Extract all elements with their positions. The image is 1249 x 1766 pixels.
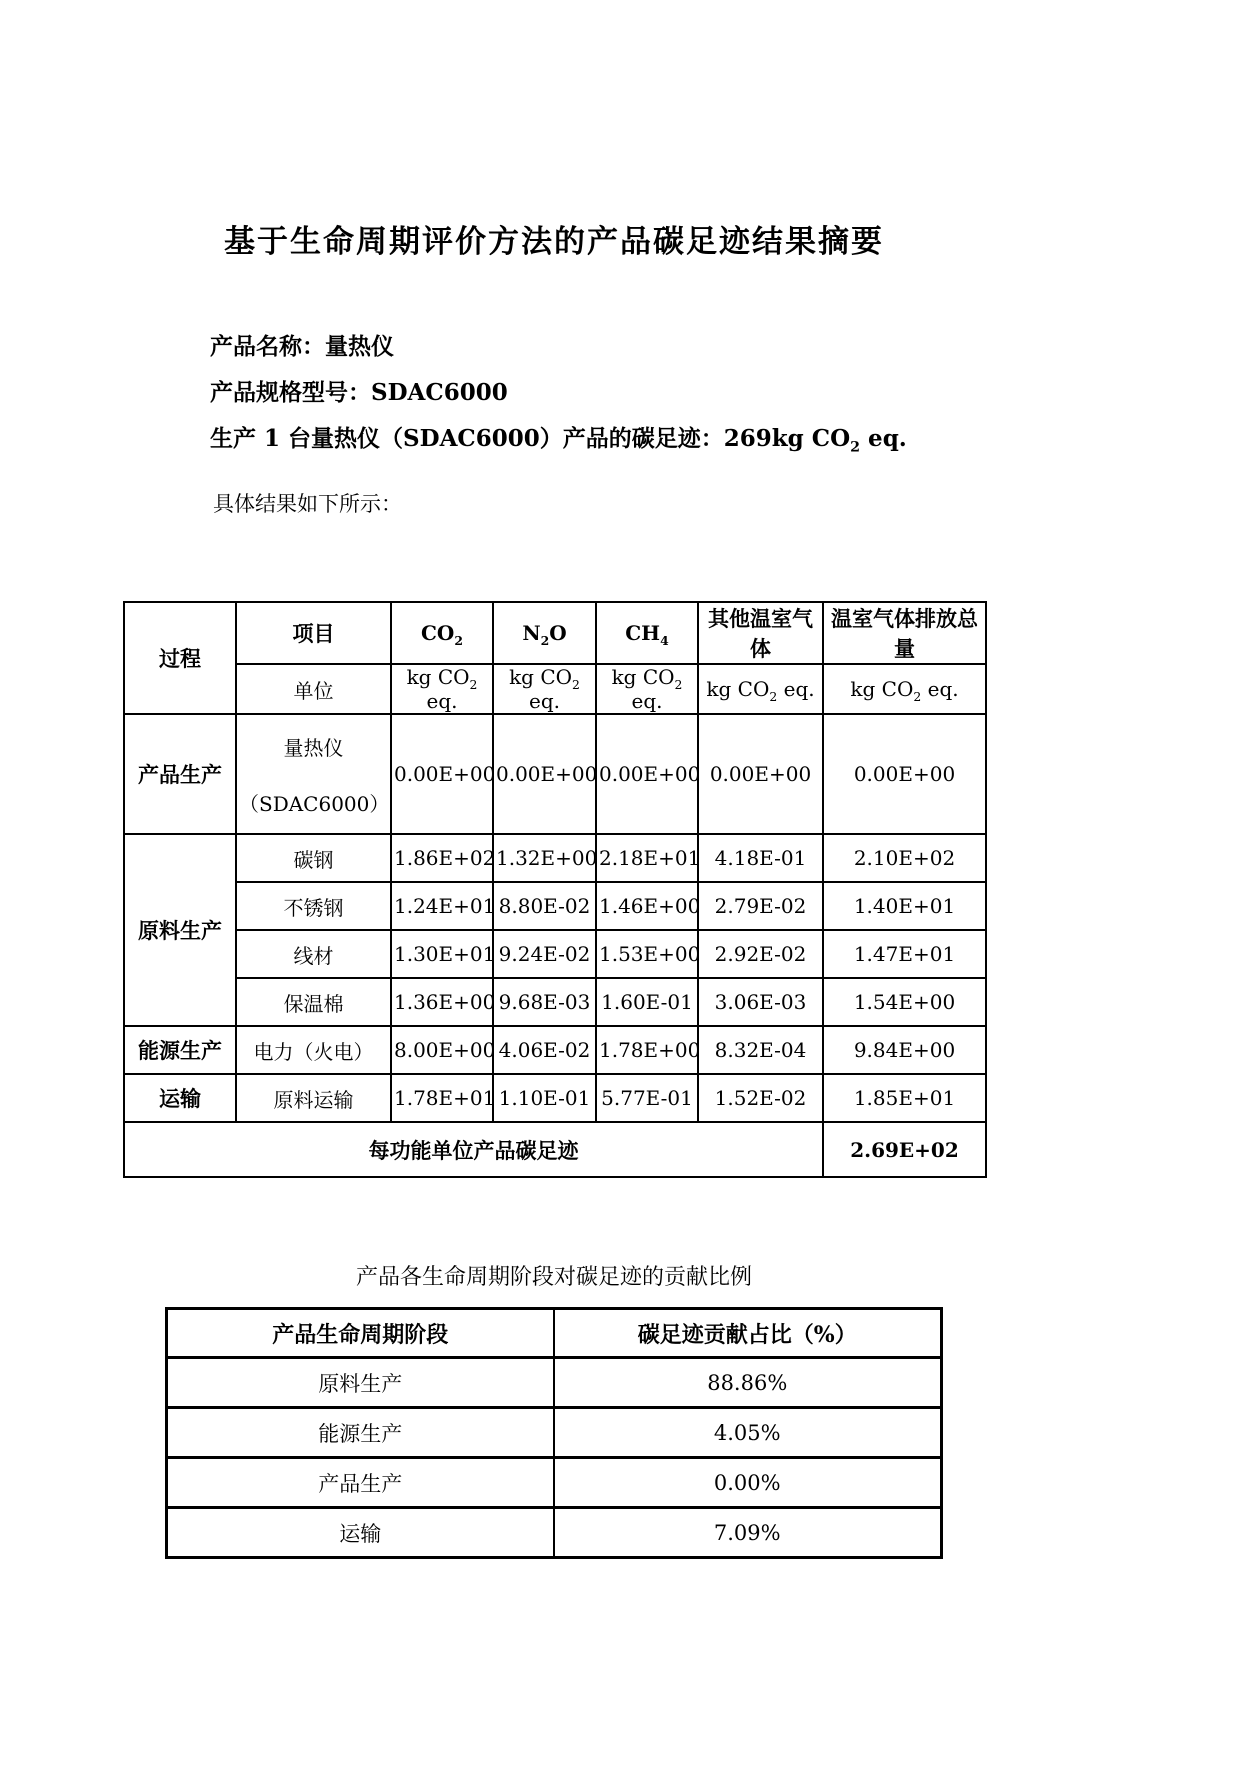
table-row-stainless-steel	[124, 882, 986, 930]
results-intro: 具体结果如下所示：	[213, 492, 402, 516]
header-cell-item: 项目	[236, 602, 391, 664]
product-model-line: 产品规格型号：SDAC6000	[210, 379, 508, 406]
contribution-row-raw-material	[167, 1358, 942, 1408]
value-cell: 1.40E+01	[823, 882, 986, 930]
value-cell: 1.47E+01	[823, 930, 986, 978]
share-column-header: 碳足迹贡献占比（%）	[554, 1309, 942, 1358]
value-cell: 1.78E+01	[391, 1074, 493, 1122]
unit-suffix: eq.	[921, 677, 959, 701]
item-cell	[236, 714, 391, 834]
value-cell: 3.06E-03	[698, 978, 823, 1026]
stage-column-header: 产品生命周期阶段	[167, 1309, 554, 1358]
value-cell: 1.54E+00	[823, 978, 986, 1026]
unit-subscript: 2	[572, 677, 580, 692]
value-cell: 5.77E-01	[596, 1074, 698, 1122]
unit-subscript: 2	[674, 677, 683, 692]
table-row-wire	[124, 930, 986, 978]
footer-label-cell: 每功能单位产品碳足迹	[124, 1122, 823, 1177]
value-cell: 1.10E-01	[493, 1074, 596, 1122]
value-cell: 0.00E+00	[823, 714, 986, 834]
item-cell: 保温棉	[236, 978, 391, 1026]
page-title: 基于生命周期评价方法的产品碳足迹结果摘要	[224, 224, 884, 260]
unit-subscript: 2	[769, 689, 778, 704]
value-cell: 8.32E-04	[698, 1026, 823, 1074]
unit-subscript: 2	[913, 689, 922, 704]
table-footer-row	[124, 1122, 986, 1177]
share-cell: 0.00%	[554, 1458, 942, 1508]
stage-cell: 能源生产	[167, 1408, 554, 1458]
gas-label: N	[522, 621, 541, 645]
product-name-line: 产品名称：量热仪	[210, 333, 394, 360]
contribution-row-product	[167, 1458, 942, 1508]
value-cell: 1.78E+00	[596, 1026, 698, 1074]
header-cell-ch4	[596, 602, 698, 664]
item-line-1: 量热仪	[283, 735, 344, 760]
value-cell: 2.18E+01	[596, 834, 698, 882]
contribution-header-row	[167, 1309, 942, 1358]
process-cell: 运输	[124, 1074, 236, 1122]
value-cell: 2.10E+02	[823, 834, 986, 882]
table-row-transport	[124, 1074, 986, 1122]
value-cell: 1.86E+02	[391, 834, 493, 882]
gas-subscript: 4	[660, 633, 669, 648]
contribution-table-title: 产品各生命周期阶段对碳足迹的贡献比例	[355, 1265, 752, 1290]
header-cell-process: 过程	[124, 602, 236, 714]
contribution-table	[165, 1307, 943, 1559]
item-line-2: （SDAC6000）	[239, 791, 390, 816]
gas-label: CO	[421, 621, 455, 645]
value-cell: 4.06E-02	[493, 1026, 596, 1074]
unit-cell	[823, 664, 986, 714]
unit-text: kg CO	[406, 665, 470, 689]
gas-subscript: 2	[454, 633, 463, 648]
item-cell: 线材	[236, 930, 391, 978]
unit-cell	[493, 664, 596, 714]
unit-suffix: eq.	[529, 689, 560, 713]
share-cell: 4.05%	[554, 1408, 942, 1458]
unit-subscript: 2	[469, 677, 478, 692]
share-cell: 88.86%	[554, 1358, 942, 1408]
value-cell: 1.85E+01	[823, 1074, 986, 1122]
value-cell: 9.24E-02	[493, 930, 596, 978]
value-cell: 0.00E+00	[596, 714, 698, 834]
table-row-carbon-steel	[124, 834, 986, 882]
item-two-line	[239, 718, 388, 830]
value-cell: 0.00E+00	[391, 714, 493, 834]
header-cell-total: 温室气体排放总量	[823, 602, 986, 664]
contribution-row-energy	[167, 1408, 942, 1458]
value-cell: 1.30E+01	[391, 930, 493, 978]
table-row-product-production	[124, 714, 986, 834]
value-cell: 8.00E+00	[391, 1026, 493, 1074]
value-cell: 9.84E+00	[823, 1026, 986, 1074]
value-cell: 0.00E+00	[698, 714, 823, 834]
footprint-text: 生产 1 台量热仪（SDAC6000）产品的碳足迹：269kg CO	[210, 425, 851, 452]
item-cell: 碳钢	[236, 834, 391, 882]
process-cell: 产品生产	[124, 714, 236, 834]
process-cell: 能源生产	[124, 1026, 236, 1074]
value-cell: 1.52E-02	[698, 1074, 823, 1122]
value-cell: 2.92E-02	[698, 930, 823, 978]
unit-text: kg CO	[850, 677, 914, 701]
item-cell: 电力（火电）	[236, 1026, 391, 1074]
header-cell-co2	[391, 602, 493, 664]
content-column	[123, 0, 985, 1559]
stage-cell: 原料生产	[167, 1358, 554, 1408]
unit-text: kg CO	[611, 665, 675, 689]
value-cell: 9.68E-03	[493, 978, 596, 1026]
unit-cell	[698, 664, 823, 714]
stage-cell: 运输	[167, 1508, 554, 1558]
gas-suffix: O	[549, 621, 567, 645]
contribution-row-transport	[167, 1508, 942, 1558]
table-row-insulation	[124, 978, 986, 1026]
footprint-suffix: eq.	[860, 425, 907, 452]
item-cell: 不锈钢	[236, 882, 391, 930]
unit-label-cell: 单位	[236, 664, 391, 714]
gas-label: CH	[625, 621, 661, 645]
unit-cell	[391, 664, 493, 714]
value-cell: 2.79E-02	[698, 882, 823, 930]
gas-subscript: 2	[540, 633, 550, 648]
value-cell: 1.46E+00	[596, 882, 698, 930]
table-row-energy	[124, 1026, 986, 1074]
value-cell: 1.24E+01	[391, 882, 493, 930]
table-header-row-1	[124, 602, 986, 664]
unit-suffix: eq.	[426, 689, 458, 713]
share-cell: 7.09%	[554, 1508, 942, 1558]
value-cell: 1.60E-01	[596, 978, 698, 1026]
value-cell: 1.36E+00	[391, 978, 493, 1026]
value-cell: 0.00E+00	[493, 714, 596, 834]
unit-suffix: eq.	[631, 689, 663, 713]
value-cell: 1.53E+00	[596, 930, 698, 978]
stage-cell: 产品生产	[167, 1458, 554, 1508]
table-header-row-2	[124, 664, 986, 714]
header-cell-other-gas: 其他温室气体	[698, 602, 823, 664]
process-cell: 原料生产	[124, 834, 236, 1026]
footprint-subscript: 2	[850, 439, 861, 456]
unit-text: kg CO	[509, 665, 573, 689]
emissions-table	[123, 601, 987, 1178]
value-cell: 1.32E+00	[493, 834, 596, 882]
unit-text: kg CO	[706, 677, 770, 701]
footer-total-cell: 2.69E+02	[823, 1122, 986, 1177]
unit-cell	[596, 664, 698, 714]
header-cell-n2o	[493, 602, 596, 664]
value-cell: 8.80E-02	[493, 882, 596, 930]
item-cell: 原料运输	[236, 1074, 391, 1122]
value-cell: 4.18E-01	[698, 834, 823, 882]
product-info-block	[210, 332, 985, 454]
footprint-line	[210, 424, 985, 454]
unit-suffix: eq.	[777, 677, 815, 701]
